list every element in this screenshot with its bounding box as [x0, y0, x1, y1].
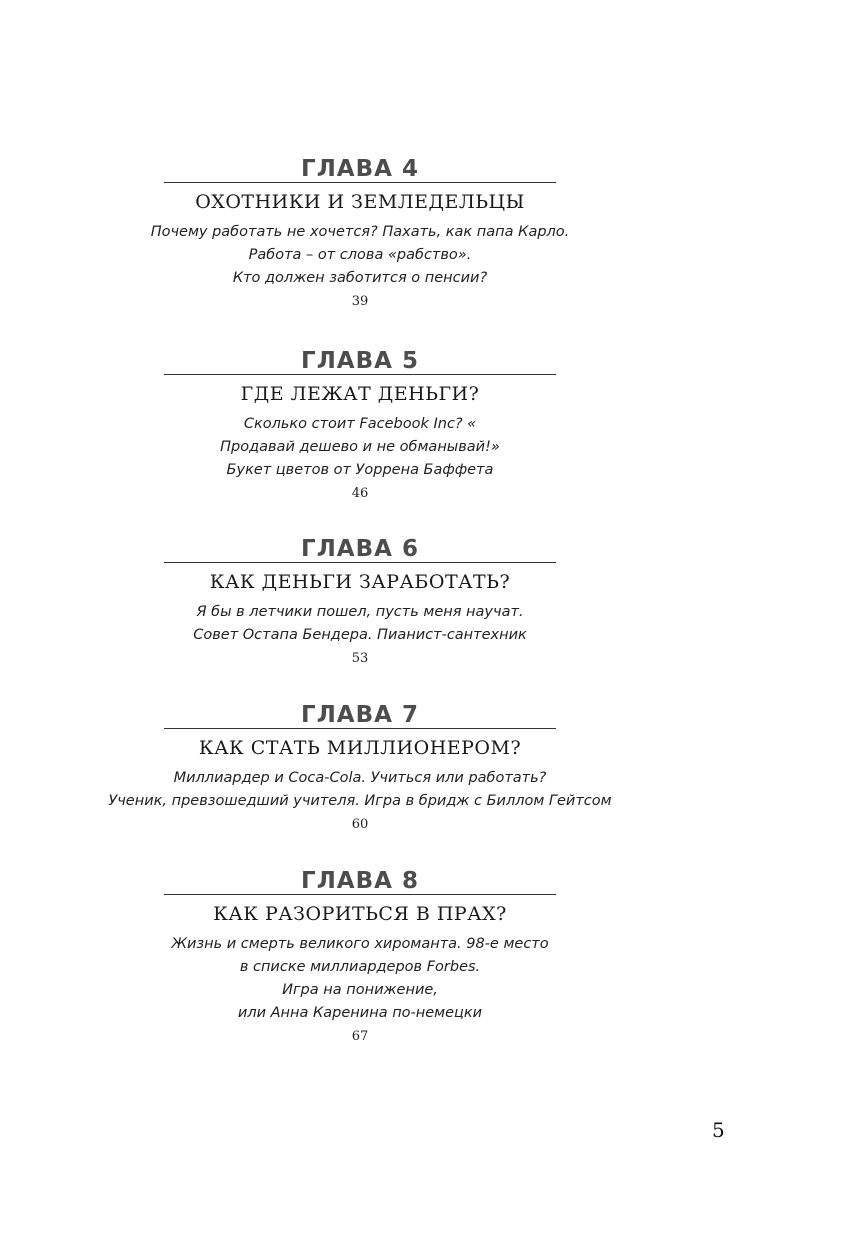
chapter-topics [104, 601, 616, 647]
topic-line: Букет цветов от Уоррена Баффета [226, 462, 494, 478]
topic-line: Я бы в летчики пошел, пусть меня научат. [196, 604, 524, 620]
topic-line: Ученик, превзошедший учителя. Игра в бридж с Биллом Гейтсом [108, 793, 612, 809]
topic-line: или Анна Каренина по-немецки [237, 1005, 483, 1021]
chapter-block-7 [108, 702, 612, 837]
topic-line: Игра на понижение, [282, 982, 438, 998]
topic-line: Миллиардер и Coca-Cola. Учиться или работать? [173, 770, 547, 786]
chapter-rule [164, 374, 556, 375]
chapter-rule [164, 894, 556, 895]
topic-line: Жизнь и смерть великого хироманта. 98-е место [171, 936, 549, 952]
chapter-page-number: 53 [351, 651, 369, 666]
chapter-page-number: 60 [351, 817, 369, 832]
chapter-label: ГЛАВА 7 [301, 702, 419, 728]
topic-line: Кто должен заботится о пенсии? [232, 270, 488, 286]
chapter-title: ГДЕ ЛЕЖАТ ДЕНЬГИ? [240, 383, 480, 405]
chapter-title: КАК ДЕНЬГИ ЗАРАБОТАТЬ? [209, 571, 511, 593]
topic-line: в списке миллиардеров Forbes. [239, 959, 481, 975]
chapter-title: ОХОТНИКИ И ЗЕМЛЕДЕЛЬЦЫ [195, 191, 525, 213]
topic-line: Работа – от слова «рабство». [248, 247, 472, 263]
chapter-label: ГЛАВА 6 [301, 536, 419, 562]
chapter-rule [164, 182, 556, 183]
chapter-topics [104, 767, 616, 813]
chapter-block-8 [164, 868, 556, 1049]
chapter-page-number: 67 [351, 1029, 369, 1044]
chapter-title: КАК РАЗОРИТЬСЯ В ПРАХ? [213, 903, 507, 925]
topic-line: Почему работать не хочется? Пахать, как папа Карло. [150, 224, 570, 240]
chapter-label: ГЛАВА 8 [301, 868, 419, 894]
topic-line: Сколько стоит Facebook Inc? « [243, 416, 477, 432]
folio-page-number: 5 [712, 1118, 725, 1142]
chapter-block-5 [164, 348, 556, 506]
chapter-label: ГЛАВА 5 [301, 348, 419, 374]
chapter-title: КАК СТАТЬ МИЛЛИОНЕРОМ? [198, 737, 522, 759]
chapter-page-number: 46 [351, 486, 369, 501]
chapter-topics [104, 933, 616, 1025]
chapter-topics [104, 221, 616, 290]
chapter-rule [164, 562, 556, 563]
topic-line: Продавай дешево и не обманывай!» [220, 439, 500, 455]
chapter-label: ГЛАВА 4 [301, 156, 419, 182]
chapter-page-number: 39 [351, 294, 369, 309]
chapter-block-6 [164, 536, 556, 671]
chapter-rule [164, 728, 556, 729]
topic-line: Совет Остапа Бендера. Пианист-сантехник [193, 627, 527, 643]
chapter-topics [104, 413, 616, 482]
chapter-block-4 [150, 156, 570, 314]
